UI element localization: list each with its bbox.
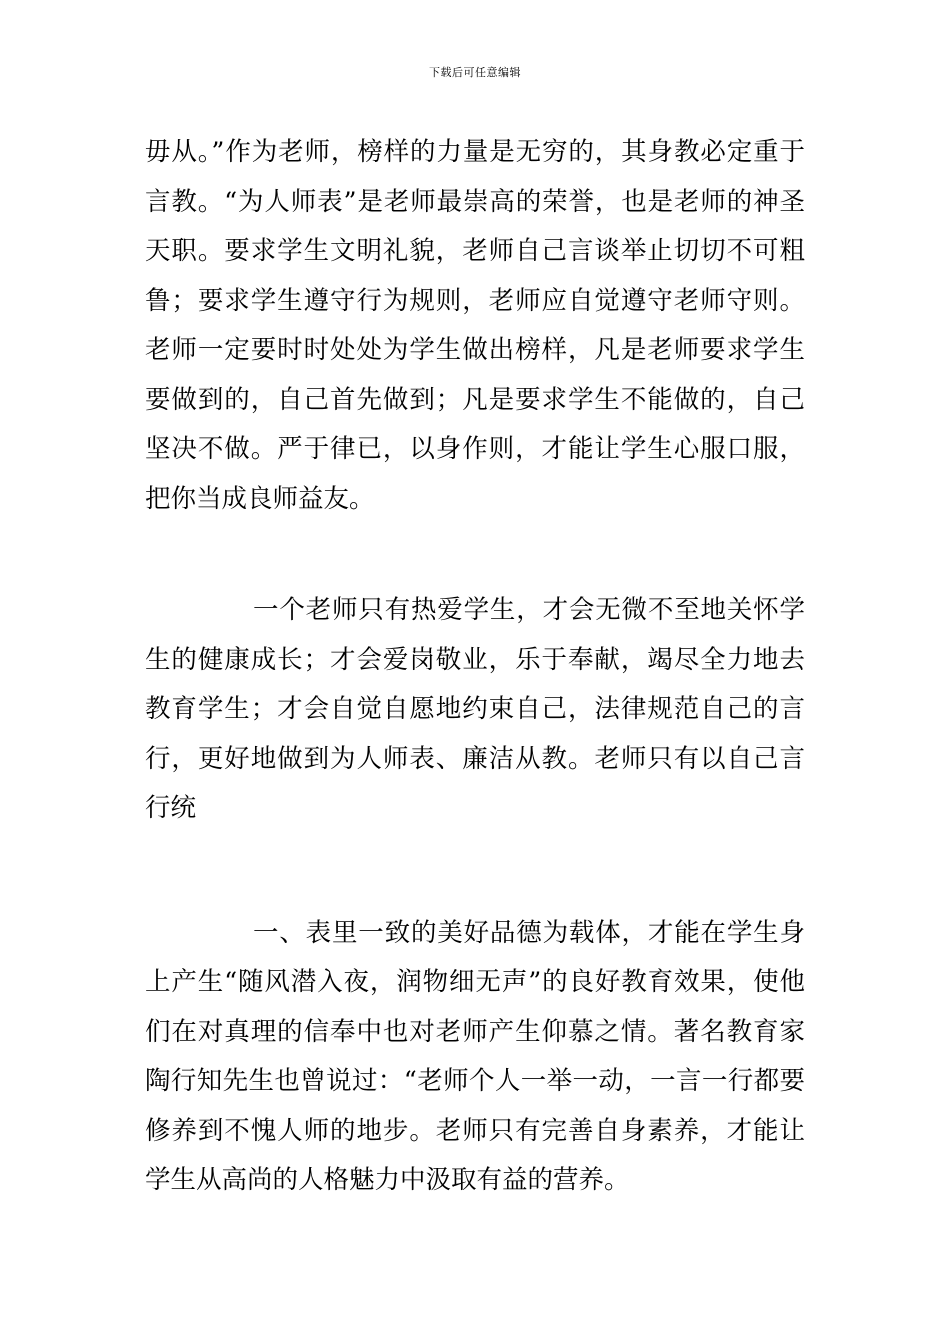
body-text: [145, 128, 805, 1206]
paragraph-3: 一、表里一致的美好品德为载体，才能在学生身上产生“随风潜入夜，润物细无声”的良好教育效果，使他们在对真理的信奉中也对老师产生仰慕之情。著名教育家陶行知先生也曾说过：“老师个人一举一动，一言一行都要修养到不愧人师的地步。老师只有完善自身素养，才能让学生从高尚的人格魅力中汲取有益的营养。: [145, 917, 805, 1195]
header-note: 下载后可任意编辑: [429, 66, 521, 79]
paragraph-spacer: [145, 834, 805, 909]
paragraph-1: 毋从。”作为老师，榜样的力量是无穷的，其身教必定重于言教。“为人师表”是老师最崇高的荣誉，也是老师的神圣天职。要求学生文明礼貌，老师自己言谈举止切切不可粗鲁；要求学生遵守行为规则，老师应自觉遵守老师守则。老师一定要时时处处为学生做出榜样，凡是老师要求学生要做到的，自己首先做到；凡是要求学生不能做的，自己坚决不做。严于律已，以身作则，才能让学生心服口服，把你当成良师益友。: [145, 137, 805, 514]
paragraph-spacer: [145, 524, 805, 586]
paragraph-2: 一个老师只有热爱学生，才会无微不至地关怀学生的健康成长；才会爱岗敬业，乐于奉献，竭尽全力地去教育学生；才会自觉自愿地约束自己，法律规范自己的言行，更好地做到为人师表、廉洁从教。老师只有以自己言行统: [145, 595, 805, 823]
